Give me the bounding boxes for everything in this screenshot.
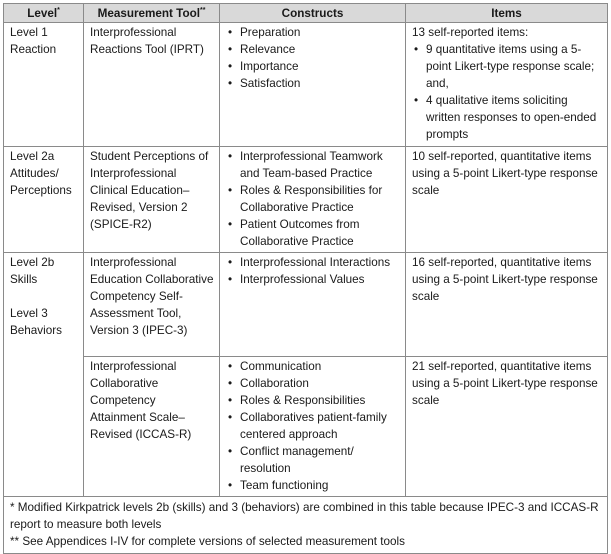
level-line: Behaviors <box>10 324 62 337</box>
construct-item: • Conflict management/ resolution <box>226 443 400 477</box>
tool-cell: Interprofessional Collaborative Competency Attainment Scale–Revised (ICCAS-R) <box>84 357 220 497</box>
level-cell <box>4 253 84 497</box>
construct-item: • Team functioning <box>226 477 400 494</box>
construct-item: • Importance <box>226 58 400 75</box>
tool-cell: Interprofessional Reactions Tool (IPRT) <box>84 23 220 147</box>
construct-item: • Interprofessional Values <box>226 271 400 288</box>
level-cell <box>4 23 84 147</box>
items-cell <box>406 23 608 147</box>
footnote: * Modified Kirkpatrick levels 2b (skills) and 3 (behaviors) are combined in this table because IPEC-3 and ICCAS-R report to measure both levels <box>10 501 599 531</box>
level-cell <box>4 147 84 253</box>
construct-item: • Communication <box>226 358 400 375</box>
constructs-cell <box>220 147 406 253</box>
level-line: Level 2a <box>10 150 55 163</box>
footnote-mark: * <box>57 7 60 15</box>
footnote-mark: ** <box>199 7 206 15</box>
tool-cell: Student Perceptions of Interprofessional Clinical Education–Revised, Version 2 (SPICE-R2) <box>84 147 220 253</box>
header-tool-text: Measurement Tool <box>97 7 200 20</box>
table-row <box>4 23 608 147</box>
tool-cell: Interprofessional Education Collaborative Competency Self-Assessment Tool, Version 3 (IPEC-3) <box>84 253 220 357</box>
header-items: Items <box>406 4 608 23</box>
construct-item: • Collaboratives patient-family centered approach <box>226 409 400 443</box>
construct-item: • Satisfaction <box>226 75 400 92</box>
constructs-cell <box>220 253 406 357</box>
construct-item: • Patient Outcomes from Collaborative Practice <box>226 216 400 250</box>
items-bullet: • 4 qualitative items soliciting written responses to open-ended prompts <box>412 92 602 143</box>
header-level-text: Level <box>27 7 58 20</box>
construct-item: • Roles & Responsibilities for Collaborative Practice <box>226 182 400 216</box>
constructs-cell <box>220 23 406 147</box>
constructs-list <box>226 254 400 288</box>
level-line: Level 1 <box>10 26 48 39</box>
constructs-list <box>226 148 400 250</box>
construct-item: • Interprofessional Teamwork and Team-based Practice <box>226 148 400 182</box>
level-line: Skills <box>10 273 38 286</box>
footnotes-cell <box>4 497 608 554</box>
level-line: Level 3 <box>10 307 48 320</box>
footnote: ** See Appendices I-IV for complete versions of selected measurement tools <box>10 535 405 548</box>
constructs-list <box>226 24 400 92</box>
table-row <box>4 147 608 253</box>
construct-item: • Roles & Responsibilities <box>226 392 400 409</box>
items-cell: 21 self-reported, quantitative items using a 5-point Likert-type response scale <box>406 357 608 497</box>
items-cell: 10 self-reported, quantitative items using a 5-point Likert-type response scale <box>406 147 608 253</box>
level-line: Level 2b <box>10 256 55 269</box>
constructs-list <box>226 358 400 494</box>
construct-item: • Interprofessional Interactions <box>226 254 400 271</box>
items-list <box>412 41 602 143</box>
header-row <box>4 4 608 23</box>
level-line: Perceptions <box>10 184 72 197</box>
footnote-row <box>4 497 608 554</box>
construct-item: • Preparation <box>226 24 400 41</box>
construct-item: • Relevance <box>226 41 400 58</box>
level-line: Attitudes/ <box>10 167 59 180</box>
items-cell: 16 self-reported, quantitative items using a 5-point Likert-type response scale <box>406 253 608 357</box>
items-intro: 13 self-reported items: <box>412 26 529 39</box>
header-constructs: Constructs <box>220 4 406 23</box>
level-line: Reaction <box>10 43 57 56</box>
header-level <box>4 4 84 23</box>
constructs-cell <box>220 357 406 497</box>
header-measurement-tool <box>84 4 220 23</box>
table-row <box>4 357 608 497</box>
measurement-tools-table <box>3 3 608 554</box>
items-bullet: • 9 quantitative items using a 5-point Likert-type response scale; and, <box>412 41 602 92</box>
table-row <box>4 253 608 357</box>
construct-item: • Collaboration <box>226 375 400 392</box>
